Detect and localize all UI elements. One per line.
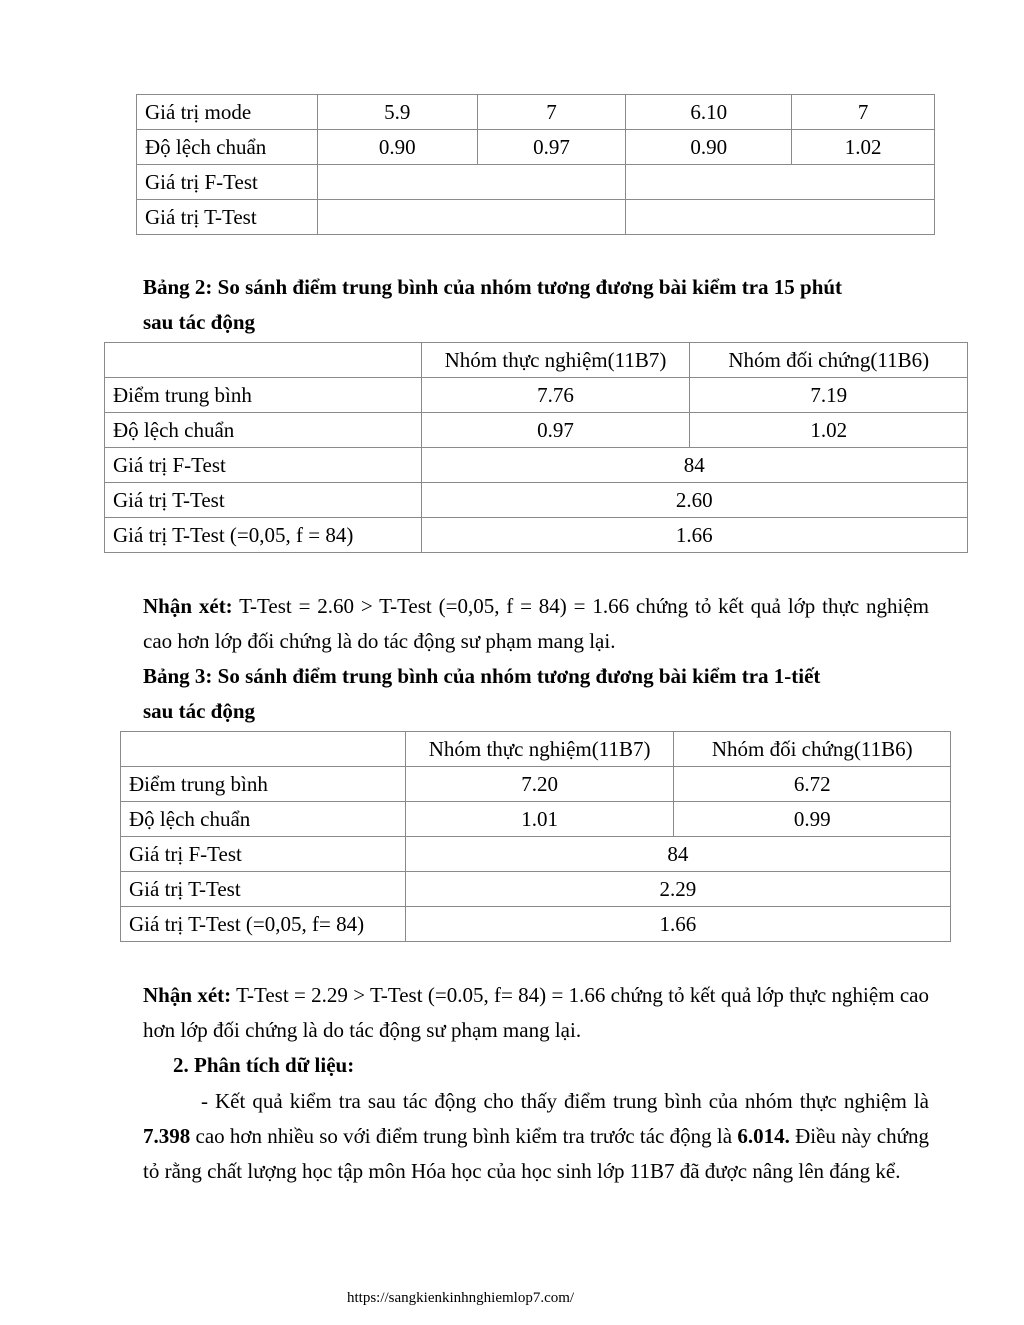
header-cell: Nhóm thực nghiệm(11B7) — [405, 732, 674, 767]
table-row — [105, 483, 968, 518]
comment-text: T-Test = 2.60 > T-Test (=0,05, f = 84) = 1.66 chứng tỏ kết quả lớp thực nghiệm cao hơn lớp đối chứng là do tác động sư phạm mang lại. — [143, 594, 929, 653]
table-3 — [120, 731, 951, 942]
section-heading: 2. Phân tích dữ liệu: — [173, 1053, 355, 1077]
table-cell: 0.99 — [674, 802, 951, 837]
table-1 — [136, 94, 935, 235]
table-row — [121, 802, 951, 837]
table-cell: 2.60 — [421, 483, 967, 518]
row-label: Giá trị T-Test (=0,05, f= 84) — [121, 907, 406, 942]
paragraph-text: cao hơn nhiều so với điểm trung bình kiểm tra trước tác động là — [190, 1124, 738, 1148]
row-label: Giá trị T-Test — [121, 872, 406, 907]
row-label: Giá trị T-Test — [105, 483, 422, 518]
table-header-row — [105, 343, 968, 378]
footer-url[interactable]: https://sangkienkinhnghiemlop7.com/ — [347, 1290, 575, 1306]
highlight-value: 6.014. — [737, 1124, 790, 1148]
paragraph-text: - Kết quả kiểm tra sau tác động cho thấy điểm trung bình của nhóm thực nghiệm là — [201, 1089, 929, 1113]
table-2-caption — [143, 270, 943, 340]
table-3-caption — [143, 659, 943, 729]
table-cell — [317, 200, 626, 235]
row-label: Độ lệch chuẩn — [105, 413, 422, 448]
table-cell — [626, 165, 935, 200]
header-cell: Nhóm thực nghiệm(11B7) — [421, 343, 690, 378]
table-cell: 6.10 — [626, 95, 792, 130]
table-row — [105, 378, 968, 413]
table-cell: 0.97 — [421, 413, 690, 448]
table-cell: 1.66 — [421, 518, 967, 553]
table-cell: 7 — [477, 95, 626, 130]
table-row — [137, 130, 935, 165]
table-cell: 5.9 — [317, 95, 477, 130]
row-label: Điểm trung bình — [121, 767, 406, 802]
table-row — [137, 165, 935, 200]
caption-line: sau tác động — [143, 310, 256, 334]
row-label: Giá trị T-Test — [137, 200, 318, 235]
table-cell: 84 — [405, 837, 950, 872]
table-row — [121, 872, 951, 907]
comment-text: T-Test = 2.29 > T-Test (=0.05, f= 84) = 1.66 chứng tỏ kết quả lớp thực nghiệm cao hơn lớp đối chứng là do tác động sư phạm mang lại. — [143, 983, 929, 1042]
table-row — [105, 518, 968, 553]
table-row — [121, 767, 951, 802]
row-label: Điểm trung bình — [105, 378, 422, 413]
table-cell: 2.29 — [405, 872, 950, 907]
comment-1 — [143, 589, 929, 659]
analysis-paragraph — [143, 1084, 929, 1189]
header-cell: Nhóm đối chứng(11B6) — [674, 732, 951, 767]
comment-label: Nhận xét: — [143, 594, 233, 618]
row-label: Giá trị T-Test (=0,05, f = 84) — [105, 518, 422, 553]
table-row — [105, 413, 968, 448]
table-cell: 7.20 — [405, 767, 674, 802]
comment-label: Nhận xét: — [143, 983, 232, 1007]
header-cell: Nhóm đối chứng(11B6) — [690, 343, 968, 378]
caption-line: Bảng 3: So sánh điểm trung bình của nhóm tương đương bài kiểm tra 1-tiết — [143, 664, 821, 688]
table-header-row — [121, 732, 951, 767]
header-cell — [105, 343, 422, 378]
table-row — [121, 837, 951, 872]
row-label: Giá trị F-Test — [121, 837, 406, 872]
table-row — [137, 95, 935, 130]
row-label: Độ lệch chuẩn — [137, 130, 318, 165]
row-label: Giá trị mode — [137, 95, 318, 130]
table-row — [137, 200, 935, 235]
row-label: Độ lệch chuẩn — [121, 802, 406, 837]
table-cell: 1.01 — [405, 802, 674, 837]
table-row — [121, 907, 951, 942]
row-label: Giá trị F-Test — [137, 165, 318, 200]
table-cell: 0.90 — [317, 130, 477, 165]
comment-2 — [143, 978, 929, 1048]
table-cell: 0.90 — [626, 130, 792, 165]
table-row — [105, 448, 968, 483]
table-cell: 1.02 — [690, 413, 968, 448]
table-2 — [104, 342, 968, 553]
table-cell: 1.66 — [405, 907, 950, 942]
highlight-value: 7.398 — [143, 1124, 191, 1148]
table-cell: 7.19 — [690, 378, 968, 413]
table-cell: 7 — [792, 95, 935, 130]
table-cell: 7.76 — [421, 378, 690, 413]
table-cell — [317, 165, 626, 200]
row-label: Giá trị F-Test — [105, 448, 422, 483]
table-cell: 6.72 — [674, 767, 951, 802]
table-cell: 0.97 — [477, 130, 626, 165]
paragraph-text: Điều này chứng tỏ rằng chất lượng học tập môn Hóa học của học sinh lớp 11B7 đã được nâng lên đáng kể. — [143, 1124, 929, 1183]
caption-line: Bảng 2: So sánh điểm trung bình của nhóm tương đương bài kiểm tra 15 phút — [143, 275, 843, 299]
table-cell: 84 — [421, 448, 967, 483]
table-cell — [626, 200, 935, 235]
header-cell — [121, 732, 406, 767]
table-cell: 1.02 — [792, 130, 935, 165]
caption-line: sau tác động — [143, 699, 256, 723]
